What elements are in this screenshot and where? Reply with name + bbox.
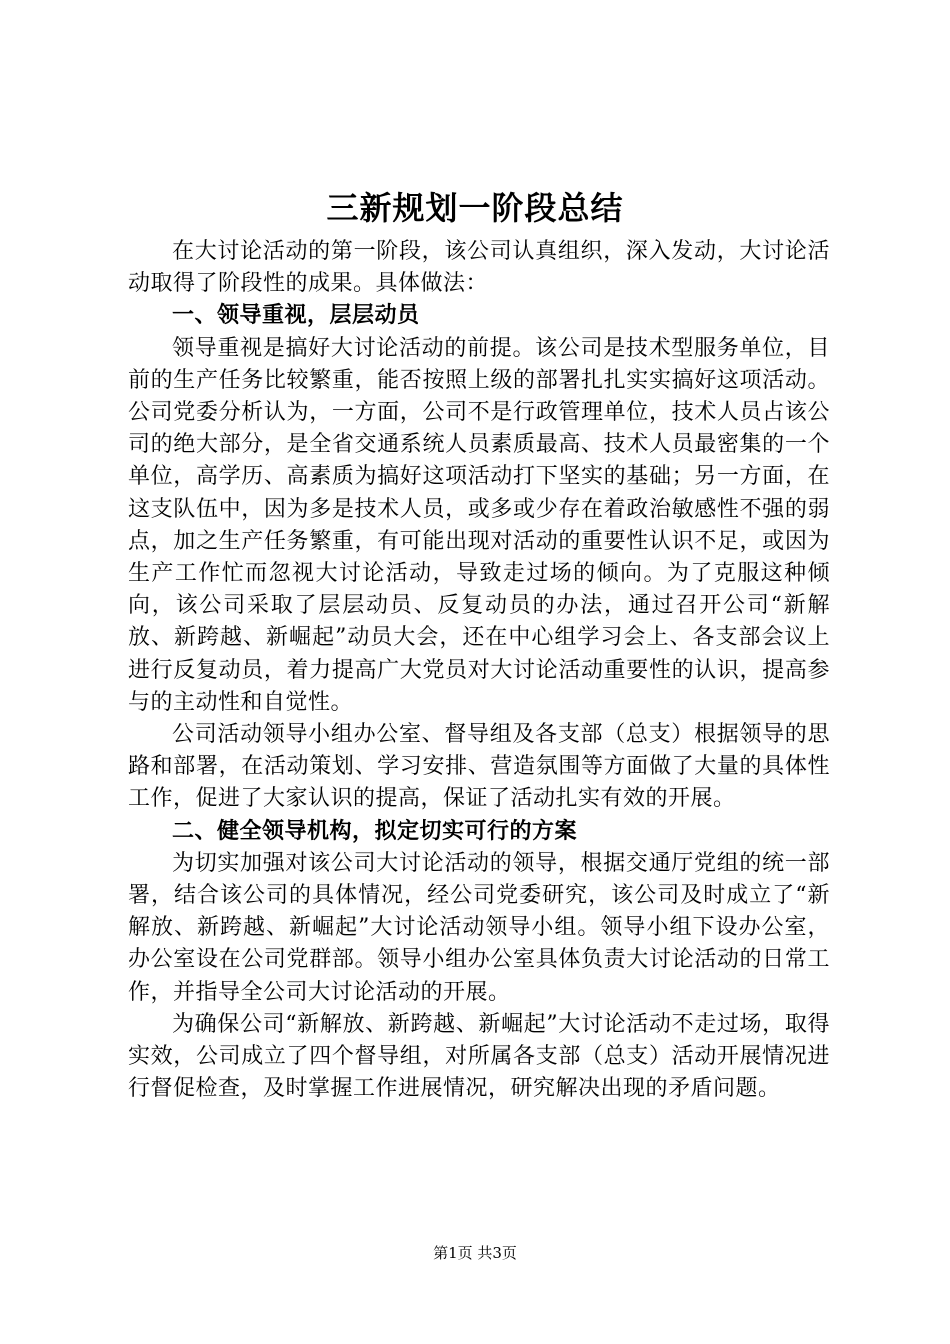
document-body [128, 236, 830, 1105]
body-paragraph: 领导重视是搞好大讨论活动的前提。该公司是技术型服务单位，目前的生产任务比较繁重，能否按照上级的部署扎扎实实搞好这项活动。公司党委分析认为，一方面，公司不是行政管理单位，技术人员占该公司的绝大部分，是全省交通系统人员素质最高、技术人员最密集的一个单位，高学历、高素质为搞好这项活动打下坚实的基础；另一方面，在这支队伍中，因为多是技术人员，或多或少存在着政治敏感性不强的弱点，加之生产任务繁重，有可能出现对活动的重要性认识不足，或因为生产工作忙而忽视大讨论活动，导致走过场的倾向。为了克服这种倾向，该公司采取了层层动员、反复动员的办法，通过召开公司“新解放、新跨越、新崛起”动员大会，还在中心组学习会上、各支部会议上进行反复动员，着力提高广大党员对大讨论活动重要性的认识，提高参与的主动性和自觉性。 [128, 335, 830, 715]
section-heading-2: 二、健全领导机构，拟定切实可行的方案 [172, 818, 578, 844]
body-paragraph: 为确保公司“新解放、新跨越、新崛起”大讨论活动不走过场，取得实效，公司成立了四个督导组，对所属各支部（总支）活动开展情况进行督促检查，及时掌握工作进展情况，研究解决出现的矛盾问题。 [128, 1011, 830, 1102]
document-title: 三新规划一阶段总结 [326, 189, 624, 227]
page-number-footer: 第1页 共3页 [433, 1244, 517, 1262]
body-paragraph: 公司活动领导小组办公室、督导组及各支部（总支）根据领导的思路和部署，在活动策划、学习安排、营造氛围等方面做了大量的具体性工作，促进了大家认识的提高，保证了活动扎实有效的开展。 [128, 722, 830, 812]
section-heading-1: 一、领导重视，层层动员 [172, 303, 420, 329]
body-paragraph: 为切实加强对该公司大讨论活动的领导，根据交通厅党组的统一部署，结合该公司的具体情况，经公司党委研究，该公司及时成立了“新解放、新跨越、新崛起”大讨论活动领导小组。领导小组下设办公室，办公室设在公司党群部。领导小组办公室具体负责大讨论活动的日常工作，并指导全公司大讨论活动的开展。 [128, 850, 830, 1005]
intro-paragraph: 在大讨论活动的第一阶段，该公司认真组织，深入发动，大讨论活动取得了阶段性的成果。具体做法： [128, 239, 830, 297]
